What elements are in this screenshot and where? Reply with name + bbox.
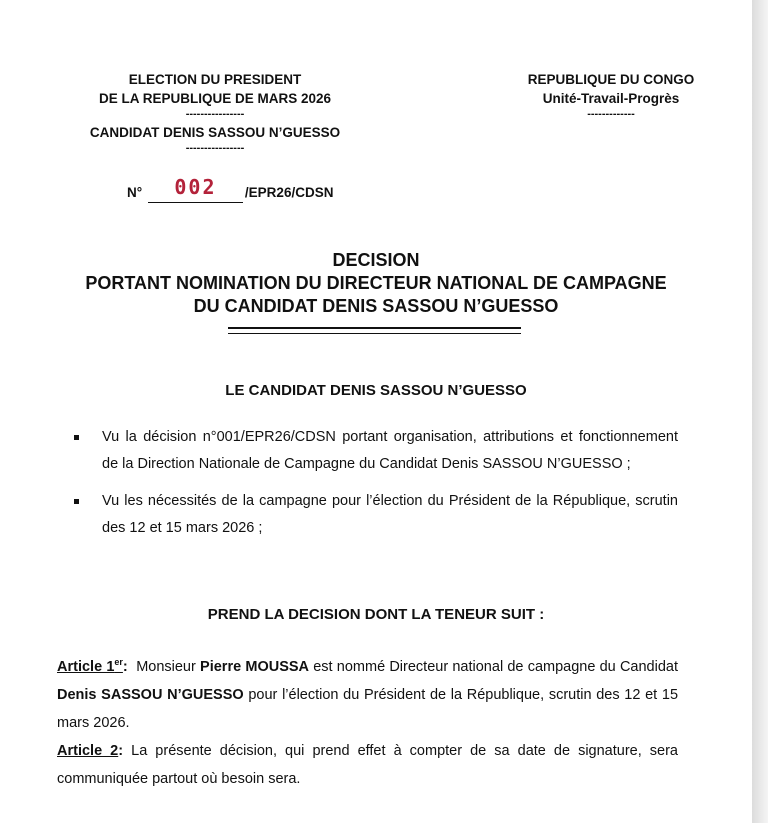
bullet-icon — [74, 499, 79, 504]
separator: ---------------- — [185, 108, 245, 120]
list-item — [64, 424, 678, 478]
title-line-2: PORTANT NOMINATION DU DIRECTEUR NATIONAL DE CAMPAGNE — [85, 273, 667, 293]
title-underline — [228, 327, 521, 334]
header-right — [496, 70, 726, 121]
election-title: ELECTION DU PRESIDENT — [128, 72, 302, 87]
election-subtitle: DE LA REPUBLIQUE DE MARS 2026 — [98, 91, 332, 106]
decision-reference — [127, 175, 334, 203]
reference-number-field — [148, 175, 243, 203]
title-line-3: DU CANDIDAT DENIS SASSOU N’GUESSO — [193, 296, 559, 316]
header-left — [80, 70, 350, 155]
national-motto: Unité-Travail-Progrès — [542, 91, 680, 106]
appointee-name: Pierre MOUSSA — [200, 658, 310, 675]
visa-text: Vu les nécessités de la campagne pour l’élection du Président de la République, scrutin des 12 et 15 mars 2026 ; — [102, 493, 678, 536]
visa-text: Vu la décision n°001/EPR26/CDSN portant organisation, attributions et fonctionnement de la Direction Nationale de Campagne du Candidat Denis SASSOU N’GUESSO ; — [102, 429, 678, 472]
article-2: Article 2: La présente décision, qui prend effet à compter de sa date de signature, sera communiquée partout où besoin sera. — [57, 742, 678, 787]
bullet-icon — [74, 435, 79, 440]
list-item — [64, 488, 678, 542]
article-1: Article 1er: Monsieur Pierre MOUSSA est nommé Directeur national de campagne du Candidat Denis SASSOU N’GUESSO pour l’élection du Président de la République, scrutin des 12 et 15 mars 2026. — [57, 657, 679, 731]
document-title — [40, 249, 712, 318]
reference-prefix: N° — [127, 185, 143, 200]
visas-list — [64, 424, 678, 542]
candidate-name: Denis SASSOU N’GUESSO — [57, 686, 244, 703]
country-name: REPUBLIQUE DU CONGO — [527, 72, 695, 87]
page-edge — [752, 0, 768, 823]
decision-heading: PREND LA DECISION DONT LA TENEUR SUIT : — [207, 606, 545, 623]
reference-number: 002 — [174, 175, 217, 199]
reference-suffix: /EPR26/CDSN — [244, 185, 334, 200]
article-2-text: La présente décision, qui prend effet à compter de sa date de signature, sera communiquée partout où besoin sera. — [57, 742, 678, 787]
articles — [57, 648, 678, 793]
candidate-header: CANDIDAT DENIS SASSOU N’GUESSO — [89, 125, 341, 140]
separator: ------------- — [587, 108, 635, 120]
article-1-label: Article 1er — [57, 657, 123, 675]
article-2-label: Article 2 — [57, 742, 119, 759]
authority-heading: LE CANDIDAT DENIS SASSOU N’GUESSO — [225, 382, 527, 399]
separator: ---------------- — [185, 142, 245, 154]
title-line-1: DECISION — [332, 250, 420, 270]
